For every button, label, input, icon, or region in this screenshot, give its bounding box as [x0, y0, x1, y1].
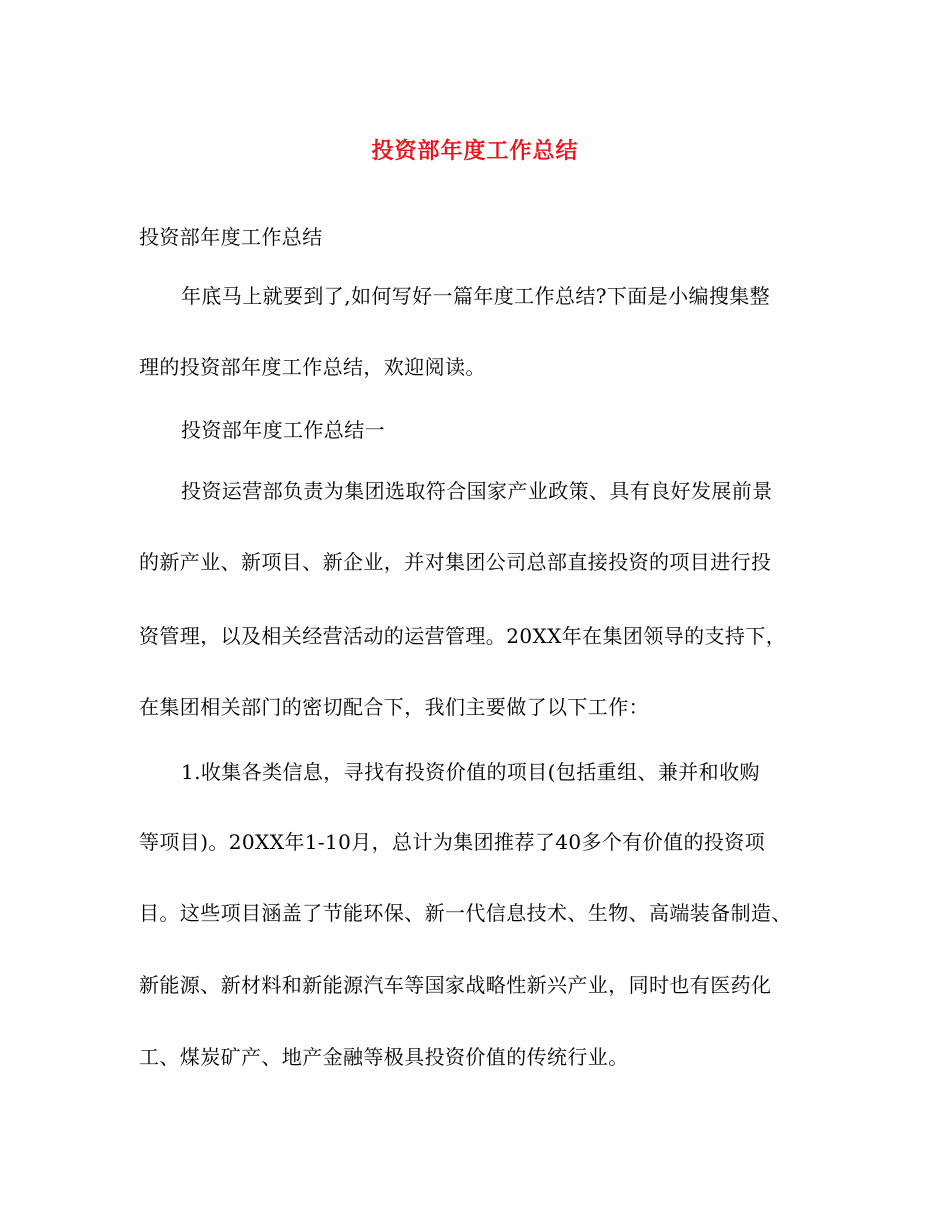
list-item-line: 等项目)。20XX年1-10月，总计为集团推荐了40多个有价值的投资项: [139, 830, 766, 854]
paragraph-line: 资管理，以及相关经营活动的运营管理。20XX年在集团领导的支持下，: [139, 624, 787, 648]
list-item-line: 工、煤炭矿产、地产金融等极具投资价值的传统行业。: [139, 1045, 629, 1069]
document-title: 投资部年度工作总结: [371, 138, 579, 164]
paragraph-line: 理的投资部年度工作总结，欢迎阅读。: [139, 355, 486, 379]
section-heading: 投资部年度工作总结一: [181, 418, 385, 442]
list-item-line: 1.收集各类信息，寻找有投资价值的项目(包括重组、兼并和收购: [181, 760, 760, 784]
paragraph-line: 投资运营部负责为集团选取符合国家产业政策、具有良好发展前景: [181, 479, 773, 503]
paragraph-line: 年底马上就要到了,如何写好一篇年度工作总结?下面是小编搜集整: [181, 284, 771, 308]
paragraph-line: 的新产业、新项目、新企业，并对集团公司总部直接投资的项目进行投: [139, 550, 772, 574]
list-item-line: 目。这些项目涵盖了节能环保、新一代信息技术、生物、高端装备制造、: [139, 901, 792, 925]
subtitle-line: 投资部年度工作总结: [139, 225, 323, 249]
paragraph-line: 在集团相关部门的密切配合下，我们主要做了以下工作：: [139, 695, 649, 719]
list-item-line: 新能源、新材料和新能源汽车等国家战略性新兴产业，同时也有医药化: [139, 973, 772, 997]
